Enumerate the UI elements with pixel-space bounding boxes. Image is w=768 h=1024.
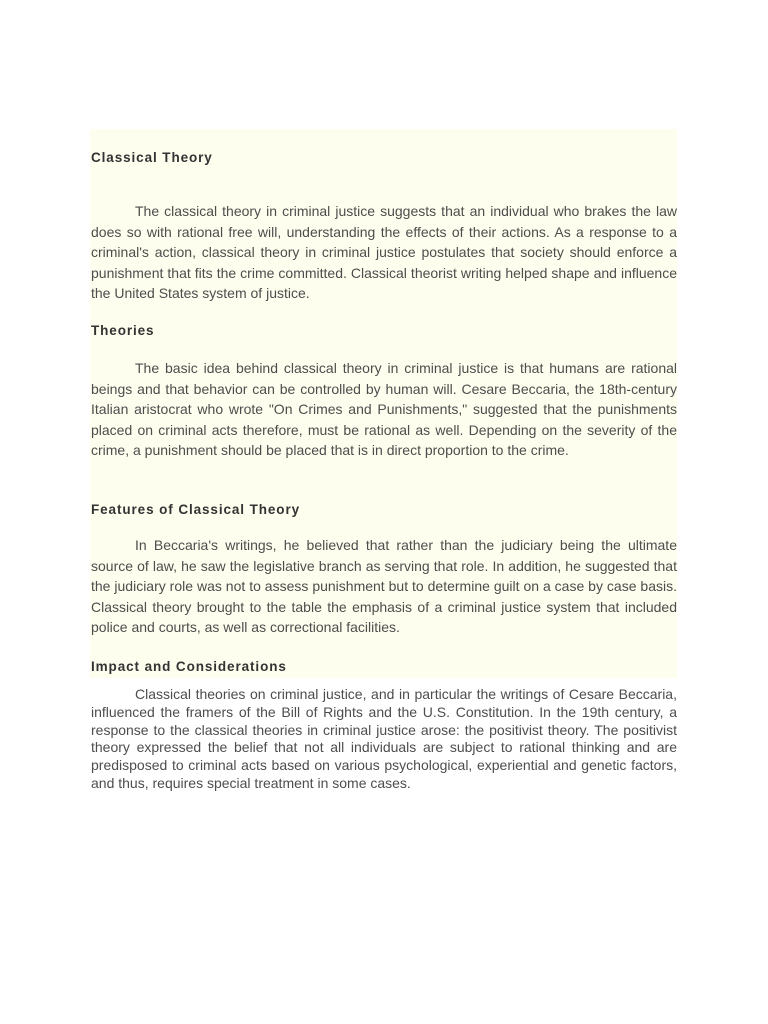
paragraph-features-of-classical-theory: In Beccaria's writings, he believed that rather than the judiciary being the ultimate source of law, he saw the legislative branch as serving that role. In addition, he suggested that the judiciary role was not to assess punishment but to determine guilt on a case by case basis. Classical theory brought to the table the emphasis of a criminal justice system that included police and courts, as well as correctional facilities. xyxy=(91,537,677,635)
paragraph-impact-and-considerations: Classical theories on criminal justice, and in particular the writings of Cesare Beccaria, influenced the framers of the Bill of Rights and the U.S. Constitution. In the 19th century, a response to the classical theories in criminal justice arose: the positivist theory. The positivist theory expressed the belief that not all individuals are subject to rational thinking and are predisposed to criminal acts based on various psychological, experiential and genetic factors, and thus, requires special treatment in some cases. xyxy=(91,686,677,791)
heading-theories: Theories xyxy=(91,323,155,338)
heading-features-of-classical-theory: Features of Classical Theory xyxy=(91,502,301,517)
heading-impact-and-considerations: Impact and Considerations xyxy=(91,659,287,674)
paragraph-theories: The basic idea behind classical theory in criminal justice is that humans are rational beings and that behavior can be controlled by human will. Cesare Beccaria, the 18th-century Italian aristocrat who wrote "On Crimes and Punishments," suggested that the punishments placed on criminal acts therefore, must be rational as well. Depending on the severity of the crime, a punishment should be placed that is in direct proportion to the crime. xyxy=(91,360,677,458)
heading-classical-theory: Classical Theory xyxy=(91,150,213,165)
paragraph-classical-theory: The classical theory in criminal justice suggests that an individual who brakes the law does so with rational free will, understanding the effects of their actions. As a response to a criminal's action, classical theory in criminal justice postulates that society should enforce a punishment that fits the crime committed. Classical theorist writing helped shape and influence the United States system of justice. xyxy=(91,203,677,301)
